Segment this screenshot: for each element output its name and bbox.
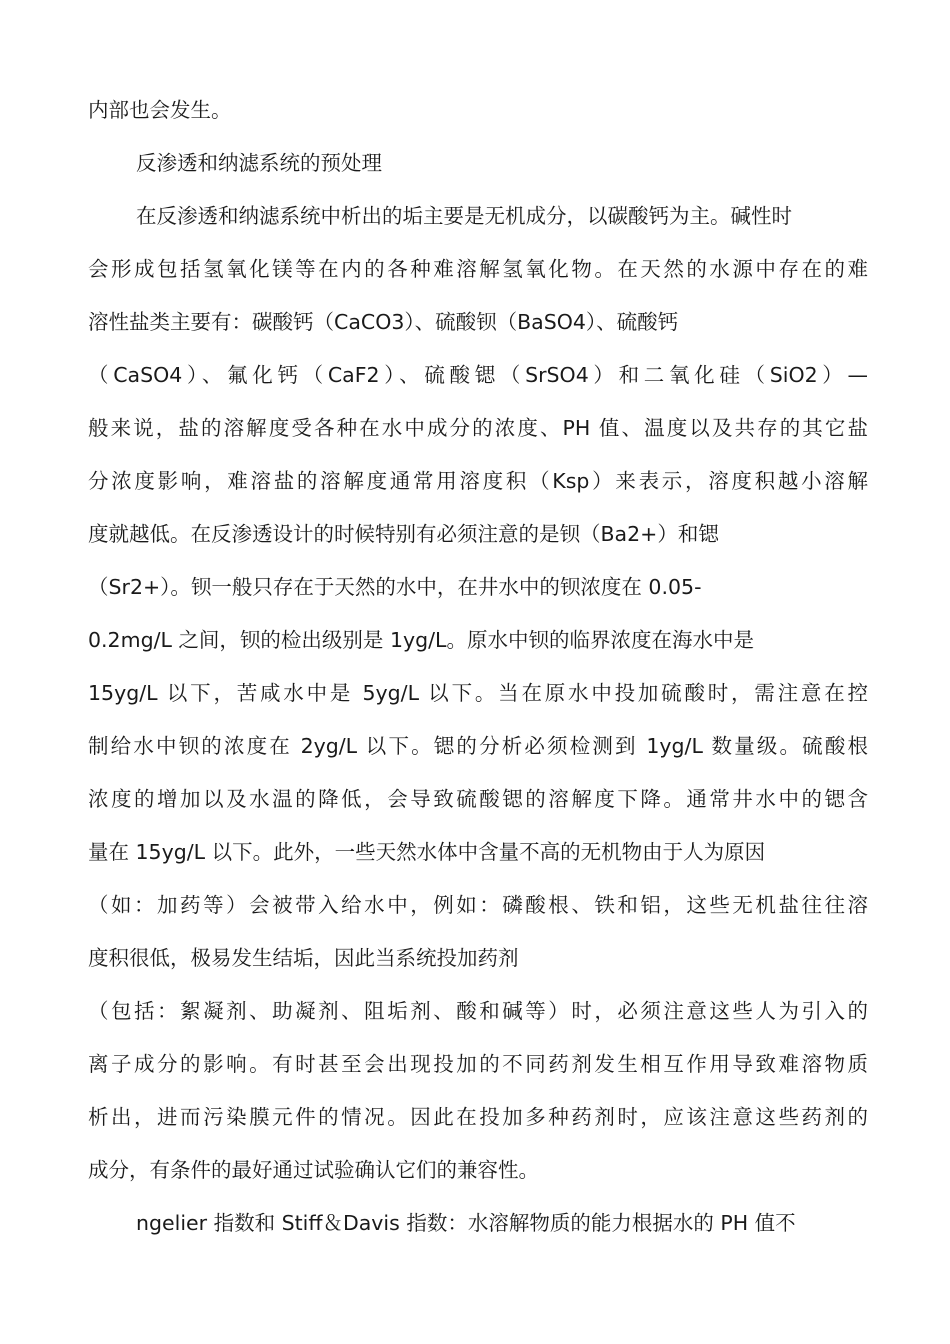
text-line-19: 离子成分的影响。有时甚至会出现投加的不同药剂发生相互作用导致难溶物质 [88,1052,868,1076]
text-line-3: 在反渗透和纳滤系统中析出的垢主要是无机成分，以碳酸钙为主。碱性时 [136,204,792,228]
text-line-11: 0.2mg/L 之间，钡的检出级别是 1yg/L。原水中钡的临界浓度在海水中是 [88,628,754,652]
text-line-9: 度就越低。在反渗透设计的时候特别有必须注意的是钡（Ba2+）和锶 [88,522,719,546]
text-line-21: 成分，有条件的最好通过试验确认它们的兼容性。 [88,1158,539,1182]
text-line-7: 般来说，盐的溶解度受各种在水中成分的浓度、PH 值、温度以及共存的其它盐 [88,416,868,440]
text-line-8: 分浓度影响，难溶盐的溶解度通常用溶度积（Ksp）来表示，溶度积越小溶解 [88,469,868,493]
text-line-6: （CaSO4）、氟化钙（CaF2）、硫酸锶（SrSO4）和二氧化硅（SiO2）— [88,363,868,387]
section-heading: 反渗透和纳滤系统的预处理 [136,151,382,175]
text-line-12: 15yg/L 以下，苦咸水中是 5yg/L 以下。当在原水中投加硫酸时，需注意在控 [88,681,868,705]
text-line-1: 内部也会发生。 [88,98,232,122]
text-line-14: 浓度的增加以及水温的降低，会导致硫酸锶的溶解度下降。通常井水中的锶含 [88,787,868,811]
text-line-5: 溶性盐类主要有：碳酸钙（CaCO3）、硫酸钡（BaSO4）、硫酸钙 [88,310,679,334]
text-line-13: 制给水中钡的浓度在 2yg/L 以下。锶的分析必须检测到 1yg/L 数量级。硫酸根 [88,734,868,758]
text-line-18: （包括：絮凝剂、助凝剂、阻垢剂、酸和碱等）时，必须注意这些人为引入的 [88,999,868,1023]
text-line-15: 量在 15yg/L 以下。此外，一些天然水体中含量不高的无机物由于人为原因 [88,840,766,864]
text-line-22: ngelier 指数和 Stiff＆Davis 指数：水溶解物质的能力根据水的 PH 值不 [136,1211,796,1235]
text-line-20: 析出，进而污染膜元件的情况。因此在投加多种药剂时，应该注意这些药剂的 [88,1105,868,1129]
text-line-17: 度积很低，极易发生结垢，因此当系统投加药剂 [88,946,519,970]
text-line-16: （如：加药等）会被带入给水中，例如：磷酸根、铁和铝，这些无机盐往往溶 [88,893,868,917]
text-line-10: （Sr2+）。钡一般只存在于天然的水中，在井水中的钡浓度在 0.05- [88,575,702,599]
text-line-4: 会形成包括氢氧化镁等在内的各种难溶解氢氧化物。在天然的水源中存在的难 [88,257,868,281]
